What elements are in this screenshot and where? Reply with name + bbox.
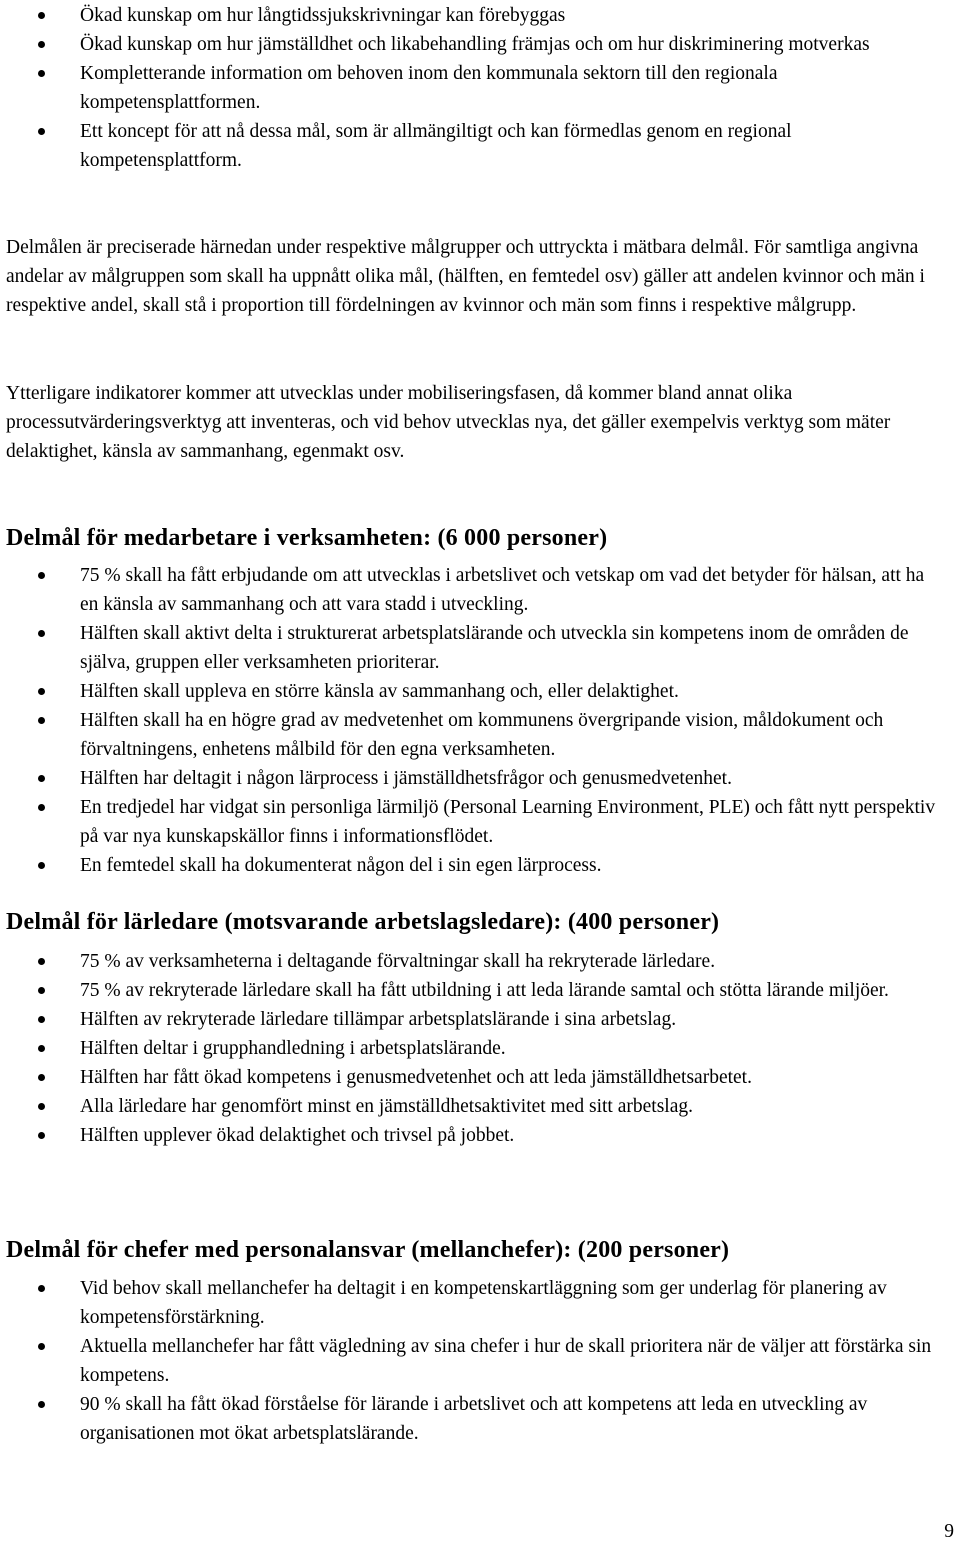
list-item: Hälften skall uppleva en större känsla av sammanhang och, eller delaktighet. <box>0 677 960 706</box>
list-item: Vid behov skall mellanchefer ha deltagit i en kompetenskartläggning som ger underlag för planering av kompetensförstärkning. <box>0 1274 960 1332</box>
chefer-bullet-list <box>0 1274 960 1448</box>
paragraph-indikatorer: Ytterligare indikatorer kommer att utvecklas under mobiliseringsfasen, då kommer bland annat olika processutvärderingsverktyg att inventeras, och vid behov utvecklas nya, det gäller exempelvis verktyg som mäter delaktighet, känsla av sammanhang, egenmakt osv. <box>6 383 891 462</box>
list-item: Hälften skall ha en högre grad av medvetenhet om kommunens övergripande vision, måldokument och förvaltningens, enhetens målbild för den egna verksamheten. <box>0 706 960 764</box>
list-item: 75 % av rekryterade lärledare skall ha fått utbildning i att leda lärande samtal och stötta lärande miljöer. <box>0 976 960 1005</box>
list-item: 90 % skall ha fått ökad förståelse för lärande i arbetslivet och att kompetens att leda en utveckling av organisationen mot ökat arbetsplatslärande. <box>0 1390 960 1448</box>
list-item: Kompletterande information om behoven inom den kommunala sektorn till den regionala kompetensplattformen. <box>0 59 960 117</box>
larledare-bullet-list <box>0 947 960 1150</box>
list-item: Hälften har deltagit i någon lärprocess i jämställdhetsfrågor och genusmedvetenhet. <box>0 764 960 793</box>
page-number: 9 <box>944 1521 954 1542</box>
medarbetare-bullet-list <box>0 561 960 880</box>
list-item: 75 % skall ha fått erbjudande om att utvecklas i arbetslivet och vetskap om vad det betyder för hälsan, att ha en känsla av sammanhang och att vara stadd i utveckling. <box>0 561 960 619</box>
list-item: En femtedel skall ha dokumenterat någon del i sin egen lärprocess. <box>0 851 960 880</box>
list-item: Hälften har fått ökad kompetens i genusmedvetenhet och att leda jämställdhetsarbetet. <box>0 1063 960 1092</box>
list-item: Alla lärledare har genomfört minst en jämställdhetsaktivitet med sitt arbetslag. <box>0 1092 960 1121</box>
list-item: En tredjedel har vidgat sin personliga lärmiljö (Personal Learning Environment, PLE) och fått nytt perspektiv på var nya kunskapskällor finns i informationsflödet. <box>0 793 960 851</box>
list-item: Hälften skall aktivt delta i strukturerat arbetsplatslärande och utveckla sin kompetens inom de områden de själva, gruppen eller verksamheten prioriterar. <box>0 619 960 677</box>
paragraph-delmal: Delmålen är preciserade härnedan under respektive målgrupper och uttryckta i mätbara delmål. För samtliga angivna andelar av målgruppen som skall ha uppnått olika mål, (hälften, en femtedel osv) gäller att andelen kvinnor och män i respektive andel, skall stå i proportion till fördelningen av kvinnor och män som finns i respektive målgrupp. <box>6 237 925 316</box>
list-item: Ett koncept för att nå dessa mål, som är allmängiltigt och kan förmedlas genom en regional kompetensplattform. <box>0 117 960 175</box>
intro-bullet-list <box>0 1 960 175</box>
section-heading-medarbetare: Delmål för medarbetare i verksamheten: (6 000 personer) <box>6 525 608 551</box>
list-item: 75 % av verksamheterna i deltagande förvaltningar skall ha rekryterade lärledare. <box>0 947 960 976</box>
list-item: Aktuella mellanchefer har fått vägledning av sina chefer i hur de skall prioritera när de väljer att förstärka sin kompetens. <box>0 1332 960 1390</box>
section-heading-larledare: Delmål för lärledare (motsvarande arbetslagsledare): (400 personer) <box>6 909 720 935</box>
list-item: Ökad kunskap om hur jämställdhet och likabehandling främjas och om hur diskriminering motverkas <box>0 30 960 59</box>
list-item: Hälften upplever ökad delaktighet och trivsel på jobbet. <box>0 1121 960 1150</box>
list-item: Hälften deltar i grupphandledning i arbetsplatslärande. <box>0 1034 960 1063</box>
list-item: Ökad kunskap om hur långtidssjukskrivningar kan förebyggas <box>0 1 960 30</box>
section-heading-chefer: Delmål för chefer med personalansvar (mellanchefer): (200 personer) <box>6 1237 730 1263</box>
list-item: Hälften av rekryterade lärledare tillämpar arbetsplatslärande i sina arbetslag. <box>0 1005 960 1034</box>
